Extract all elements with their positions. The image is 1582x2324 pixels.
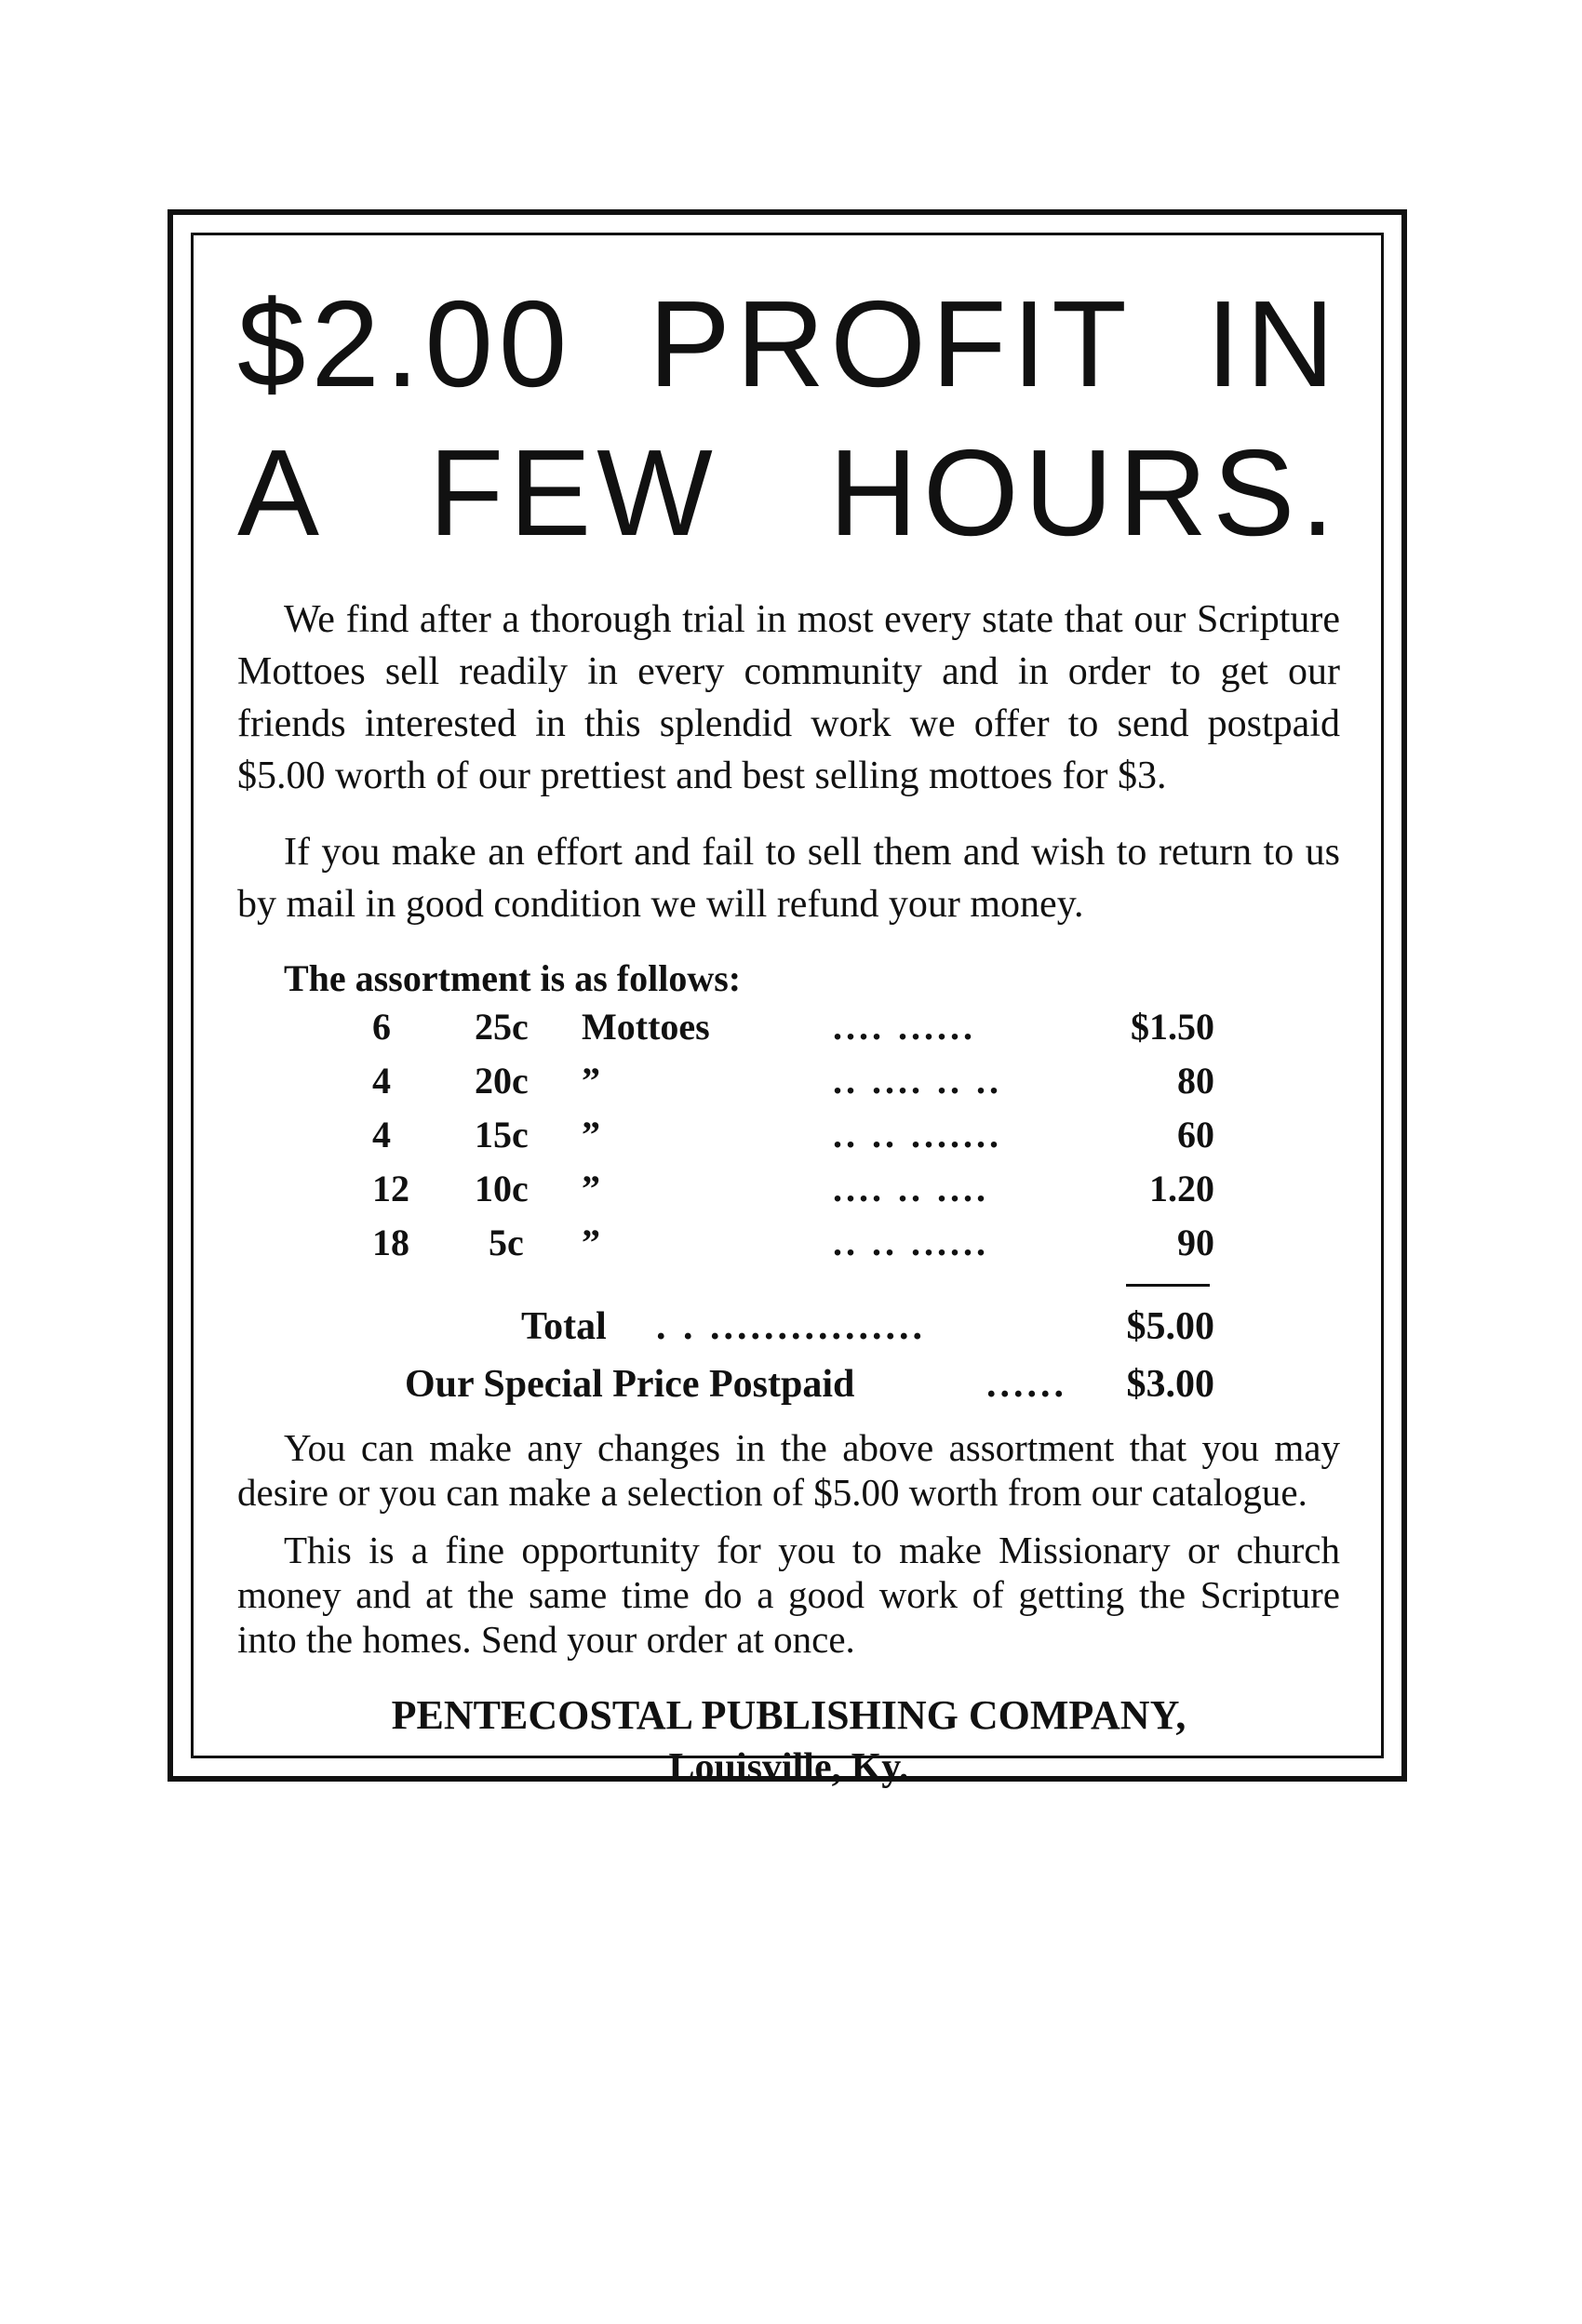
row-qty: 6 bbox=[372, 1006, 391, 1048]
total-dots: . . ................ bbox=[656, 1305, 926, 1348]
assortment-row bbox=[237, 1059, 1214, 1113]
row-amount: $1.50 bbox=[1131, 1006, 1214, 1048]
row-amount: 1.20 bbox=[1149, 1168, 1214, 1209]
assortment-row bbox=[237, 1005, 1214, 1059]
row-item: ” bbox=[582, 1168, 600, 1209]
opportunity-paragraph: This is a fine opportunity for you to make Missionary or church money and at the same time do a good work of getting the Scripture into the homes. Send your order at once. bbox=[237, 1529, 1340, 1661]
row-qty: 4 bbox=[372, 1114, 391, 1155]
row-dots: .... ...... bbox=[833, 1006, 976, 1048]
row-price: 15c bbox=[475, 1114, 529, 1155]
company-name: PENTECOSTAL PUBLISHING COMPANY, bbox=[391, 1692, 1186, 1738]
special-price-line bbox=[237, 1362, 1340, 1420]
row-amount: 80 bbox=[1177, 1060, 1214, 1102]
special-label: Our Special Price Postpaid bbox=[405, 1363, 855, 1406]
total-label: Total bbox=[521, 1305, 607, 1348]
assortment-row bbox=[237, 1221, 1214, 1275]
headline-line-1: $2.00 PROFIT IN bbox=[237, 275, 1340, 412]
special-dots: ...... bbox=[986, 1363, 1067, 1406]
total-line bbox=[237, 1304, 1340, 1362]
total-amount: $5.00 bbox=[1126, 1305, 1214, 1348]
assortment-row bbox=[237, 1113, 1214, 1167]
refund-paragraph: If you make an effort and fail to sell them and wish to return to us by mail in good condition we will refund your money. bbox=[237, 831, 1340, 926]
row-item: ” bbox=[582, 1222, 600, 1263]
row-qty: 4 bbox=[372, 1060, 391, 1102]
assortment-row bbox=[237, 1167, 1214, 1221]
row-dots: .. .... .. .. bbox=[833, 1060, 1002, 1102]
special-amount: $3.00 bbox=[1126, 1363, 1214, 1406]
row-price: 20c bbox=[475, 1060, 529, 1102]
company-city: Louisville, Ky. bbox=[668, 1746, 909, 1789]
intro-paragraph: We find after a thorough trial in most every state that our Scripture Mottoes sell readily in every community and in order to get our friends interested in this splendid work we offer to send postpaid $5.00 worth of our prettiest and best selling mottoes for $3. bbox=[237, 598, 1340, 797]
assortment-table bbox=[237, 1005, 1340, 1284]
advertisement bbox=[237, 270, 1340, 1794]
row-dots: .. .. ...... bbox=[833, 1222, 989, 1263]
changes-paragraph: You can make any changes in the above assortment that you may desire or you can make a selection of $5.00 worth from our catalogue. bbox=[237, 1426, 1340, 1514]
row-price: 25c bbox=[475, 1006, 529, 1048]
headline-line-2: A FEW HOURS. bbox=[237, 424, 1340, 561]
assortment-heading: The assortment is as follows: bbox=[284, 957, 742, 999]
row-qty: 18 bbox=[372, 1222, 409, 1263]
sum-rule bbox=[1126, 1284, 1210, 1287]
row-item: Mottoes bbox=[582, 1006, 710, 1048]
row-price: 5c bbox=[489, 1222, 524, 1263]
row-qty: 12 bbox=[372, 1168, 409, 1209]
row-item: ” bbox=[582, 1060, 600, 1102]
row-price: 10c bbox=[475, 1168, 529, 1209]
row-dots: .... .. .... bbox=[833, 1168, 989, 1209]
row-amount: 60 bbox=[1177, 1114, 1214, 1155]
row-amount: 90 bbox=[1177, 1222, 1214, 1263]
row-item: ” bbox=[582, 1114, 600, 1155]
headline bbox=[237, 270, 1340, 568]
row-dots: .. .. ....... bbox=[833, 1114, 1002, 1155]
